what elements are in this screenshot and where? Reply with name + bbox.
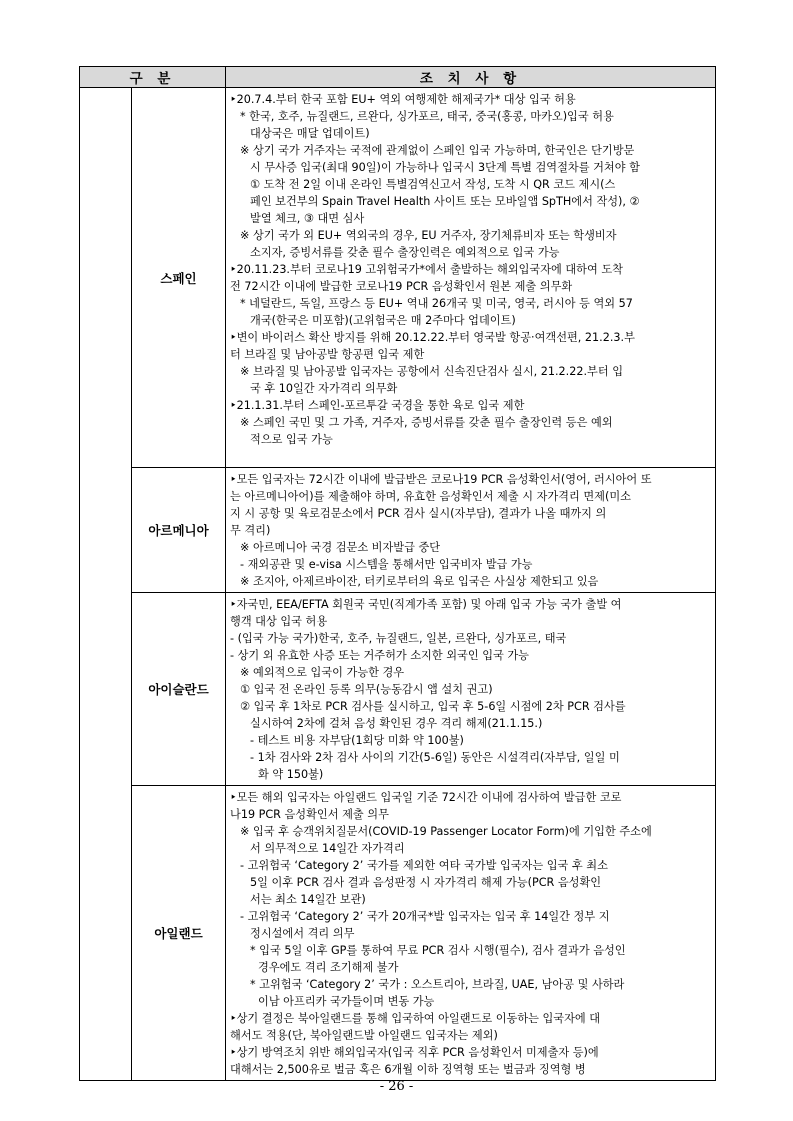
measure-line: 지 시 공항 및 육로검문소에서 PCR 검사 실시(자부담), 결과가 나올 때까지 의 [230,507,607,520]
measure-line: ① 입국 전 온라인 등록 의무(능동감시 앱 설치 권고) [240,683,493,696]
measure-line: - 고위험국 ‘Category 2’ 국가를 제외한 여타 국가발 입국자는 입국 후 최소 [240,859,608,872]
measure-line: 이남 아프리카 국가들이며 변동 가능 [258,995,435,1008]
country-label: 스페인 [132,88,226,468]
measure-line: - 재외공관 및 e-visa 시스템을 통해서만 입국비자 발급 가능 [240,558,533,571]
table-row [80,88,716,468]
header-measures: 조 치 사 항 [226,67,716,88]
country-measures [226,88,716,468]
measure-line: 적으로 입국 가능 [250,433,333,446]
measure-line: ※ 브라질 및 남아공발 입국자는 공항에서 신속진단검사 실시, 21.2.22.부터 입 [240,365,624,378]
measure-line: 경우에도 격리 조기해제 불가 [258,961,399,974]
measure-line: ※ 스페인 국민 및 그 가족, 거주자, 증빙서류를 갖춘 필수 출장인력 등은 예외 [240,416,613,429]
country-label: 아이슬란드 [132,593,226,786]
measure-line: ‣상기 결정은 북아일랜드를 통해 입국하여 아일랜드로 이동하는 입국자에 대 [230,1012,601,1025]
measure-line: ※ 상기 국가 외 EU+ 역외국의 경우, EU 거주자, 장기체류비자 또는 학생비자 [240,229,617,242]
measure-line: - 1차 검사와 2차 검사 사이의 기간(5-6일) 동안은 시설격리(자부담, 일일 미 [250,751,620,764]
measure-line: ※ 입국 후 승객위치질문서(COVID-19 Passenger Locator Form)에 기입한 주소에 [240,825,652,838]
measure-line: 는 아르메니아어)를 제출해야 하며, 유효한 음성확인서 제출 시 자가격리 면제(미소 [230,490,631,503]
measure-line: 대해서는 2,500유로 벌금 혹은 6개월 이하 징역형 또는 벌금과 징역형 병 [230,1063,586,1076]
measure-line: 발열 체크, ③ 대면 심사 [250,212,365,225]
measure-line: ※ 아르메니아 국경 검문소 비자발급 중단 [240,541,441,554]
measure-line: 나19 PCR 음성확인서 제출 의무 [230,808,389,821]
measure-line: 정시설에서 격리 의무 [250,927,355,940]
measure-line: * 한국, 호주, 뉴질랜드, 르완다, 싱가포르, 태국, 중국(홍콩, 마카오)입국 허용 [240,110,614,123]
measure-line: 소지자, 증빙서류를 갖춘 필수 출장인력은 예외적으로 입국 가능 [250,246,560,259]
measure-line: * 네덜란드, 독일, 프랑스 등 EU+ 역내 26개국 및 미국, 영국, 러시아 등 역외 57 [240,297,633,310]
country-measures [226,786,716,1081]
page-number: - 26 - [379,1079,414,1094]
country-measures [226,468,716,593]
measure-line: 실시하여 2차에 걸쳐 음성 확인된 경우 격리 해제(21.1.15.) [250,717,543,730]
measures-table [79,66,716,1081]
measure-line: - 상기 외 유효한 사증 또는 거주허가 소지한 외국인 입국 가능 [230,649,529,662]
table-row [80,468,716,593]
measure-line: ※ 상기 국가 거주자는 국적에 관계없이 스페인 입국 가능하며, 한국인은 단기방문 [240,144,635,157]
measure-line: 5일 이후 PCR 검사 결과 음성판정 시 자가격리 해제 가능(PCR 음성확인 [250,876,602,889]
table-header [80,67,716,88]
measure-line: 국 후 10일간 자가격리 의무화 [250,382,398,395]
measure-line: ‣20.7.4.부터 한국 포함 EU+ 역외 여행제한 해제국가* 대상 입국 허용 [230,93,576,106]
measure-line: 행객 대상 입국 허용 [230,615,328,628]
country-label: 아일랜드 [132,786,226,1081]
measure-line: 화 약 150불) [258,768,324,781]
measure-line: ※ 예외적으로 입국이 가능한 경우 [240,666,405,679]
measure-line: ① 도착 전 2일 이내 온라인 특별검역신고서 작성, 도착 시 QR 코드 제시(스 [250,178,616,191]
measure-line: 시 무사증 입국(최대 90일)이 가능하나 입국시 3단계 특별 검역절차를 거쳐야 함 [250,161,640,174]
measure-line: ‣상기 방역조치 위반 해외입국자(입국 직후 PCR 음성확인서 미제출자 등)에 [230,1046,599,1059]
country-label: 아르메니아 [132,468,226,593]
measure-line: ‣자국민, EEA/EFTA 회원국 국민(직계가족 포함) 및 아래 입국 가능 국가 출발 여 [230,598,622,611]
measure-line: ‣변이 바이러스 확산 방지를 위해 20.12.22.부터 영국발 항공·여객선편, 21.2.3.부 [230,331,635,344]
measure-line: - 테스트 비용 자부담(1회당 미화 약 100불) [250,734,464,747]
measure-line: ‣모든 입국자는 72시간 이내에 발급받은 코로나19 PCR 음성확인서(영어, 러시아어 또 [230,473,652,486]
measure-line: ‣20.11.23.부터 코로나19 고위험국가*에서 출발하는 해외입국자에 대하여 도착 [230,263,623,276]
table-row [80,786,716,1081]
measure-line: - 고위험국 ‘Category 2’ 국가 20개국*발 입국자는 입국 후 14일간 정부 지 [240,910,610,923]
measure-line: 서는 최소 14일간 보관) [250,893,366,906]
measure-line: 대상국은 매달 업데이트) [250,127,370,140]
measure-line: ‣모든 해외 입국자는 아일랜드 입국일 기준 72시간 이내에 검사하여 발급한 코로 [230,791,622,804]
measure-line: 무 격리) [230,524,271,537]
measure-line: * 고위험국 ‘Category 2’ 국가 : 오스트리아, 브라질, UAE, 남아공 및 사하라 [250,978,625,991]
measure-line: * 입국 5일 이후 GP를 통하여 무료 PCR 검사 시행(필수), 검사 결과가 음성인 [250,944,626,957]
country-measures [226,593,716,786]
table-row [80,593,716,786]
header-category: 구 분 [80,67,226,88]
measure-line: 해서도 적용(단, 북아일랜드발 아일랜드 입국자는 제외) [230,1029,498,1042]
measure-line: ‣21.1.31.부터 스페인-포르투갈 국경을 통한 육로 입국 제한 [230,399,525,412]
measure-line: 개국(한국은 미포함)(고위험국은 매 2주마다 업데이트) [250,314,516,327]
measure-line: 터 브라질 및 남아공발 항공편 입국 제한 [230,348,425,361]
measure-line: - (입국 가능 국가)한국, 호주, 뉴질랜드, 일본, 르완다, 싱가포르, 태국 [230,632,567,645]
region-cell [80,88,132,1081]
measure-line: ※ 조지아, 아제르바이잔, 터키로부터의 육로 입국은 사실상 제한되고 있음 [240,575,599,588]
measure-line: ② 입국 후 1차로 PCR 검사를 실시하고, 입국 후 5-6일 시점에 2차 PCR 검사를 [240,700,626,713]
measure-line: 전 72시간 이내에 발급한 코로나19 PCR 음성확인서 원본 제출 의무화 [230,280,573,293]
measure-line [230,448,711,465]
measure-line: 서 의무적으로 14일간 자가격리 [250,842,405,855]
measure-line: 페인 보건부의 Spain Travel Health 사이트 또는 모바일앱 SpTH에서 작성), ② [250,195,640,208]
